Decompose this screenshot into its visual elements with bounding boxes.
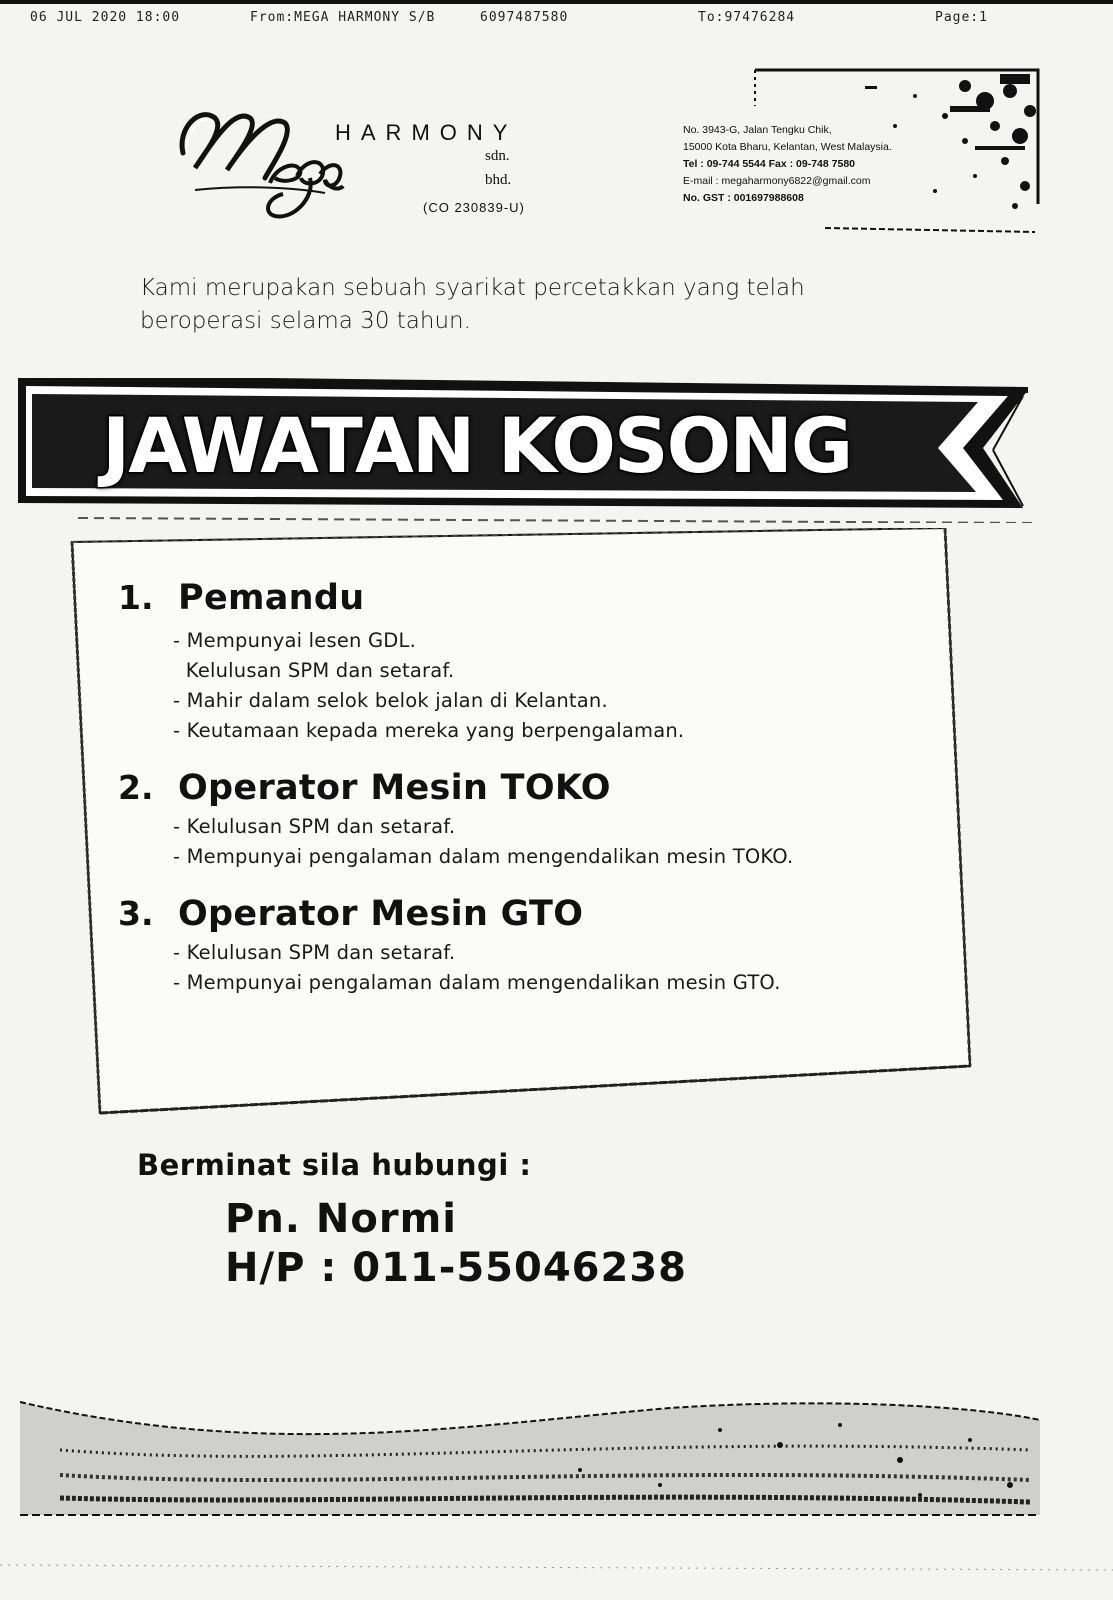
job-requirements	[173, 938, 918, 998]
requirement: - Mempunyai pengalaman dalam mengendalikan mesin TOKO.	[173, 845, 794, 868]
scan-edge-noise	[0, 1560, 1113, 1600]
requirement: - Mahir dalam selok belok jalan di Kelantan.	[173, 689, 608, 712]
fax-page: Page:1	[935, 10, 988, 25]
phone-fax-line: Tel : 09-744 5544 Fax : 09-748 7580	[683, 158, 856, 170]
address-line-1: No. 3943-G, Jalan Tengku Chik,	[683, 124, 832, 136]
call-to-action: Berminat sila hubungi :	[137, 1148, 532, 1182]
job-title: Operator Mesin GTO	[178, 894, 584, 934]
company-intro	[140, 272, 900, 338]
logo-bhd-text: bhd.	[485, 172, 512, 188]
intro-line-2: beroperasi selama 30 tahun.	[140, 308, 471, 334]
requirement: - Kelulusan SPM dan setaraf.	[173, 941, 456, 964]
requirement: - Mempunyai pengalaman dalam mengendalikan mesin GTO.	[173, 971, 781, 994]
fax-header	[30, 10, 1090, 32]
mega-script-logo-icon	[175, 98, 345, 228]
job-number: 1.	[118, 578, 154, 617]
logo-harmony-text: HARMONY	[335, 120, 518, 145]
vacancy-list	[118, 578, 918, 1020]
list-item	[118, 894, 918, 998]
requirement: Kelulusan SPM dan setaraf.	[173, 659, 455, 682]
intro-line-1: Kami merupakan sebuah syarikat percetakkan yang telah	[140, 275, 805, 301]
gst-line: No. GST : 001697988608	[683, 192, 804, 204]
company-registration-number: (CO 230839-U)	[423, 200, 525, 215]
address-line-2: 15000 Kota Bharu, Kelantan, West Malaysia.	[683, 141, 892, 153]
company-logo	[175, 98, 555, 228]
requirement: - Kelulusan SPM dan setaraf.	[173, 815, 456, 838]
job-requirements	[173, 626, 918, 746]
top-edge-rule	[0, 0, 1113, 4]
requirement: - Keutamaan kepada mereka yang berpengalaman.	[173, 719, 685, 742]
logo-sdn-text: sdn.	[485, 148, 510, 164]
job-number: 3.	[118, 894, 154, 933]
email-line: E-mail : megaharmony6822@gmail.com	[683, 175, 871, 187]
footer-wave-decoration	[20, 1390, 1080, 1525]
job-title: Operator Mesin TOKO	[178, 768, 611, 808]
fax-from-number: 6097487580	[480, 10, 569, 25]
requirement: - Mempunyai lesen GDL.	[173, 629, 416, 652]
job-number: 2.	[118, 768, 154, 807]
contact-address-block	[665, 66, 1060, 236]
contact-person-phone: H/P : 011-55046238	[225, 1245, 688, 1291]
list-item	[118, 578, 918, 746]
fax-to: To:97476284	[698, 10, 796, 25]
contact-person-name: Pn. Normi	[225, 1196, 457, 1242]
job-requirements	[173, 812, 918, 872]
list-item	[118, 768, 918, 872]
fax-date-time: 06 JUL 2020 18:00	[30, 10, 181, 25]
fax-from: From:MEGA HARMONY S/B	[250, 10, 436, 25]
job-title: Pemandu	[178, 578, 365, 618]
banner-title: JAWATAN KOSONG	[102, 401, 852, 490]
